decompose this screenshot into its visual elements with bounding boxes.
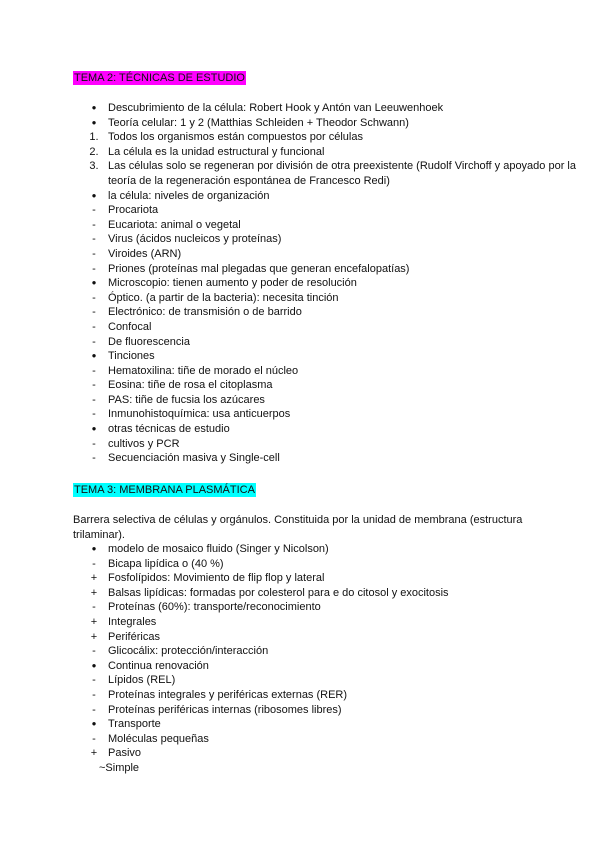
dash-marker: - — [92, 437, 96, 450]
list-item — [86, 644, 586, 659]
list-item — [86, 320, 586, 335]
plus-marker: + — [90, 586, 98, 599]
list-item-text: Óptico. (a partir de la bacteria): necesita tinción — [108, 291, 339, 304]
section-heading-tema-2: TEMA 2: TÉCNICAS DE ESTUDIO — [74, 72, 245, 84]
dash-marker: - — [92, 233, 96, 246]
number-marker: 3. — [89, 160, 99, 173]
list-item — [86, 203, 586, 218]
bullet-marker: ● — [91, 719, 97, 729]
list-item — [86, 393, 586, 408]
list-item-text: Periféricas — [108, 630, 160, 643]
dash-marker: - — [92, 218, 96, 231]
list-item — [86, 116, 586, 131]
list-item — [86, 130, 586, 145]
list-item-text: Tinciones — [108, 350, 155, 363]
list-item-text: otras técnicas de estudio — [108, 423, 230, 436]
list-item-text: PAS: tiñe de fucsia los azúcares — [108, 393, 265, 406]
list-item-text: Bicapa lipídica o (40 %) — [108, 557, 224, 570]
list-item — [86, 291, 586, 306]
list-item-text: Balsas lipídicas: formadas por colesterol para e do citosol y exocitosis — [108, 586, 449, 599]
bullet-marker: ● — [91, 424, 97, 434]
list-item-text: Transporte — [108, 718, 161, 731]
list-item — [86, 600, 586, 615]
dash-marker: - — [92, 335, 96, 348]
dash-marker: - — [92, 393, 96, 406]
list-item-text: De fluorescencia — [108, 335, 190, 348]
dash-marker: - — [92, 291, 96, 304]
list-item — [86, 437, 586, 452]
section-1-list — [86, 101, 586, 466]
list-item-text: Teoría celular: 1 y 2 (Matthias Schleiden + Theodor Schwann) — [108, 116, 409, 129]
dash-marker: - — [92, 557, 96, 570]
list-item-text: Hematoxilina: tiñe de morado el núcleo — [108, 364, 299, 377]
section-heading-tema-3: TEMA 3: MEMBRANA PLASMÁTICA — [74, 484, 255, 496]
bullet-marker: ● — [91, 660, 97, 670]
section-2-list — [86, 542, 586, 761]
dash-marker: - — [92, 204, 96, 217]
list-item — [86, 659, 586, 674]
bullet-marker: ● — [91, 544, 97, 553]
list-item — [86, 305, 586, 320]
plus-marker: + — [90, 630, 98, 643]
list-item-text: Confocal — [108, 320, 152, 333]
list-item-text: Todos los organismos están compuestos por células — [108, 131, 363, 144]
number-marker: 1. — [89, 131, 99, 144]
list-item — [86, 688, 586, 703]
list-item — [86, 615, 586, 630]
list-item — [86, 101, 586, 116]
bullet-marker: ● — [91, 190, 97, 200]
list-item-text: Proteínas periféricas internas (ribosomes libres) — [108, 703, 342, 716]
dash-marker: - — [92, 452, 96, 465]
list-item — [86, 364, 586, 379]
dash-marker: - — [92, 408, 96, 421]
plus-marker: + — [90, 615, 98, 628]
list-item-text: Electrónico: de transmisión o de barrido — [108, 306, 302, 319]
list-item — [86, 557, 586, 572]
list-item-text: Continua renovación — [108, 659, 209, 672]
dash-marker: - — [92, 601, 96, 614]
list-item — [86, 586, 586, 601]
list-item — [86, 349, 586, 364]
list-item-text: Fosfolípidos: Movimiento de flip flop y lateral — [108, 572, 325, 585]
list-item-text: Eosina: tiñe de rosa el citoplasma — [108, 379, 273, 392]
section-2-intro: Barrera selectiva de células y orgánulos. Constituida por la unidad de membrana (estructura trilaminar). — [73, 514, 523, 541]
dash-marker: - — [92, 247, 96, 260]
list-item — [86, 232, 586, 247]
list-item — [86, 451, 586, 466]
list-item — [86, 407, 586, 422]
list-item-text: modelo de mosaico fluido (Singer y Nicolson) — [108, 543, 329, 555]
list-item-text: La célula es la unidad estructural y funcional — [108, 145, 325, 158]
dash-marker: - — [92, 379, 96, 392]
dash-marker: - — [92, 688, 96, 701]
list-item-text: Priones (proteínas mal plegadas que generan encefalopatías) — [108, 262, 410, 275]
list-item — [86, 630, 586, 645]
dash-marker: - — [92, 703, 96, 716]
list-item-text: Lípidos (REL) — [108, 674, 176, 687]
dash-marker: - — [92, 732, 96, 745]
dash-marker: - — [92, 674, 96, 687]
list-item — [86, 335, 586, 350]
list-item — [86, 159, 586, 188]
list-item — [86, 189, 586, 204]
list-item — [86, 247, 586, 262]
bullet-marker: ● — [91, 117, 97, 127]
list-item-text: Proteínas integrales y periféricas externas (RER) — [108, 688, 348, 701]
list-item — [86, 703, 586, 718]
list-item — [86, 746, 586, 761]
list-item — [86, 276, 586, 291]
number-marker: 2. — [89, 145, 99, 158]
list-item-text: Moléculas pequeñas — [108, 732, 209, 745]
list-item-text: Virus (ácidos nucleicos y proteínas) — [108, 233, 282, 246]
dash-marker: - — [92, 320, 96, 333]
list-item-text: Pasivo — [108, 747, 142, 760]
list-item — [86, 673, 586, 688]
dash-marker: - — [92, 306, 96, 319]
list-item-text: cultivos y PCR — [108, 437, 180, 450]
list-item-text: Secuenciación masiva y Single-cell — [108, 452, 280, 465]
section-2-trailing-item: ~Simple — [99, 762, 140, 774]
list-item-text: Descubrimiento de la célula: Robert Hook y Antón van Leeuwenhoek — [108, 102, 444, 114]
list-item — [86, 717, 586, 732]
list-item-text: Las células solo se regeneran por división de otra preexistente (Rudolf Virchoff y apoyado por la teoría de la regeneración espontánea de Francesco Redi) — [108, 160, 576, 187]
list-item-text: Inmunohistoquímica: usa anticuerpos — [108, 408, 291, 421]
list-item — [86, 732, 586, 747]
plus-marker: + — [90, 572, 98, 585]
list-item-text: Integrales — [108, 615, 157, 628]
list-item — [86, 542, 586, 557]
dash-marker: - — [92, 364, 96, 377]
list-item-text: Glicocálix: protección/interacción — [108, 645, 269, 658]
list-item-text: Eucariota: animal o vegetal — [108, 218, 241, 231]
list-item-text: la célula: niveles de organización — [108, 189, 270, 202]
list-item — [86, 378, 586, 393]
list-item-text: Microscopio: tienen aumento y poder de resolución — [108, 277, 357, 290]
list-item — [86, 145, 586, 160]
list-item — [86, 571, 586, 586]
bullet-marker: ● — [91, 103, 97, 112]
bullet-marker: ● — [91, 351, 97, 361]
list-item — [86, 262, 586, 277]
plus-marker: + — [90, 747, 98, 760]
list-item-text: Viroides (ARN) — [108, 247, 182, 260]
dash-marker: - — [92, 645, 96, 658]
bullet-marker: ● — [91, 278, 97, 288]
dash-marker: - — [92, 262, 96, 275]
list-item-text: Procariota — [108, 204, 159, 217]
list-item-text: Proteínas (60%): transporte/reconocimiento — [108, 601, 321, 614]
list-item — [86, 218, 586, 233]
list-item — [86, 422, 586, 437]
